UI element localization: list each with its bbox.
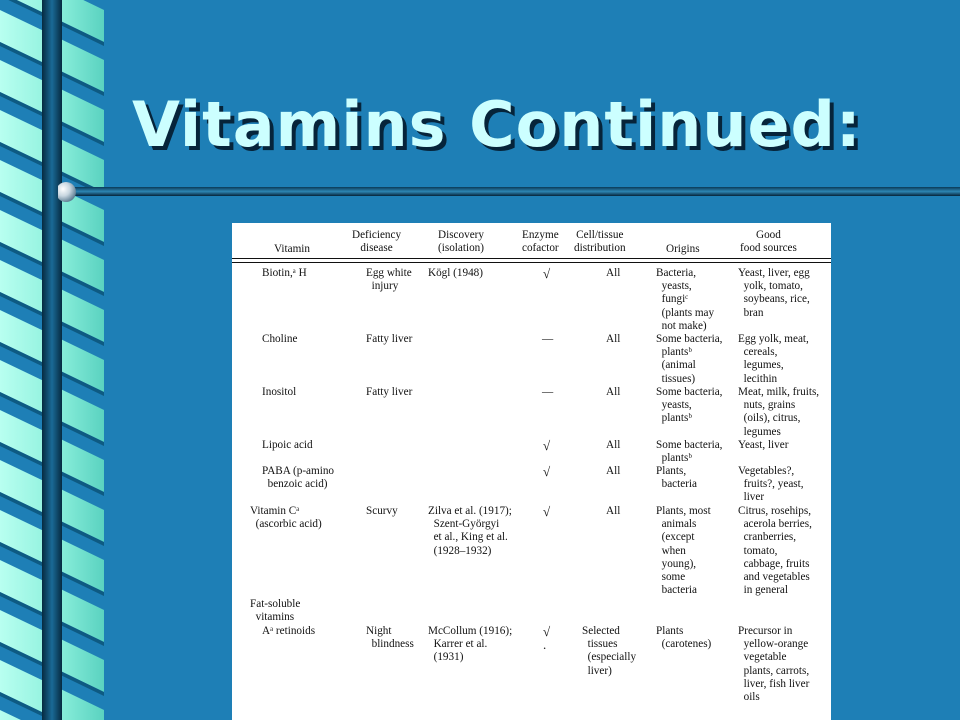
slide-title: Vitamins Continued: [132, 88, 862, 161]
cell-enzyme: √ [543, 504, 551, 519]
cell-deficiency: Scurvy [366, 505, 398, 517]
cell-distribution: All [606, 505, 621, 517]
cell-distribution: All [606, 267, 621, 279]
cell-origins: Plants (carotenes) [656, 625, 712, 651]
cell-vitamin: Aᵃ retinoids [262, 625, 316, 637]
cell-enzyme: — [542, 333, 554, 345]
cell-food: Meat, milk, fruits, nuts, grains (oils), citrus, legumes [738, 386, 820, 438]
cell-vitamin: PABA (p-amino benzoic acid) [262, 465, 335, 491]
cell-enzyme: √ [543, 266, 551, 281]
cell-discovery: Kögl (1948) [428, 267, 483, 279]
section-label-fat-soluble: Fat-soluble vitamins [250, 598, 301, 624]
vitamin-table [232, 223, 831, 720]
cell-food: Yeast, liver, egg yolk, tomato, soybeans, rice, bran [738, 267, 810, 319]
cell-food: Egg yolk, meat, cereals, legumes, lecithin [738, 333, 809, 385]
cell-distribution: All [606, 465, 621, 477]
header-distribution: Cell/tissue distribution [574, 229, 626, 255]
cell-origins: Some bacteria, plantsᵇ (animal tissues) [656, 333, 723, 385]
cell-deficiency: Fatty liver [366, 333, 413, 345]
cell-food: Precursor in yellow-orange vegetable plants, carrots, liver, fish liver oils [738, 625, 810, 704]
cell-origins: Some bacteria, yeasts, plantsᵇ [656, 386, 723, 425]
cell-food: Vegetables?, fruits?, yeast, liver [738, 465, 804, 504]
cell-enzyme: √ [543, 438, 551, 453]
decorative-ribbon [0, 0, 108, 720]
cell-enzyme: √ [543, 464, 551, 479]
header-rule-bottom [232, 262, 831, 263]
cell-deficiency: Night blindness [366, 625, 414, 651]
header-deficiency: Deficiency disease [352, 229, 402, 255]
header-enzyme: Enzyme cofactor [522, 229, 559, 255]
divider-sphere [58, 182, 76, 202]
header-discovery: Discovery (isolation) [438, 229, 484, 255]
cell-food: Yeast, liver [738, 439, 789, 451]
cell-enzyme: √ . [543, 624, 551, 653]
header-origins: Origins [666, 243, 700, 255]
cell-origins: Plants, bacteria [656, 465, 697, 491]
title-divider [58, 182, 960, 202]
cell-origins: Bacteria, yeasts, fungiᶜ (plants may not make) [656, 267, 715, 332]
cell-distribution: All [606, 439, 621, 451]
cell-distribution: All [606, 333, 621, 345]
cell-food: Citrus, rosehips, acerola berries, cranberries, tomato, cabbage, fruits and vegetables in general [738, 505, 812, 597]
cell-deficiency: Fatty liver [366, 386, 413, 398]
header-rule-top [232, 258, 831, 259]
cell-vitamin: Inositol [262, 386, 297, 398]
cell-vitamin: Lipoic acid [262, 439, 313, 451]
cell-origins: Plants, most animals (except when young), some bacteria [656, 505, 711, 597]
cell-deficiency: Egg white injury [366, 267, 412, 293]
header-food: Good food sources [740, 229, 797, 255]
cell-vitamin: Vitamin Cᵃ (ascorbic acid) [250, 505, 322, 531]
cell-origins: Some bacteria, plantsᵇ [656, 439, 723, 465]
cell-vitamin: Choline [262, 333, 298, 345]
cell-discovery: Zilva et al. (1917); Szent-Györgyi et al., King et al. (1928–1932) [428, 505, 512, 557]
cell-enzyme: — [542, 386, 554, 398]
cell-vitamin: Biotin,ᵃ H [262, 267, 307, 279]
header-vitamin: Vitamin [274, 243, 310, 255]
cell-discovery: McCollum (1916); Karrer et al. (1931) [428, 625, 513, 664]
cell-distribution: All [606, 386, 621, 398]
cell-distribution: Selected tissues (especially liver) [582, 625, 637, 677]
